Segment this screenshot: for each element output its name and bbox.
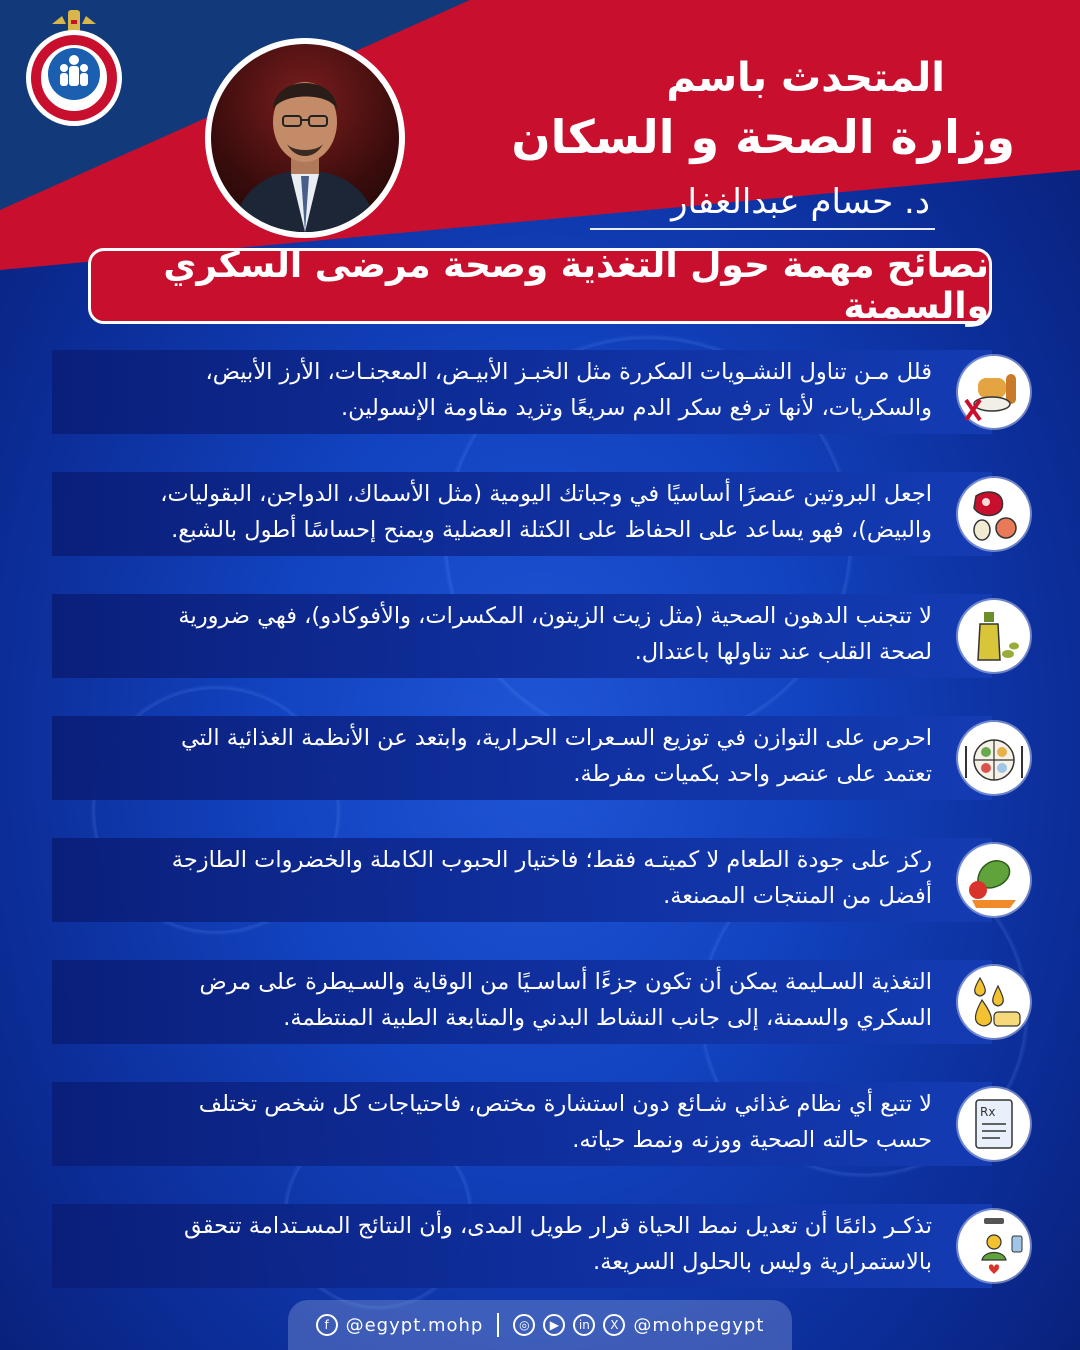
speaker-name: د. حسام عبدالغفار — [671, 182, 930, 222]
vegetables-icon — [958, 844, 1030, 916]
tip-text: ركز على جودة الطعام لا كميتـه فقط؛ فاختيار الحبوب الكاملة والخضروات الطازجة أفضل من المنتجات المصنعة. — [171, 847, 932, 909]
tip-row — [52, 1082, 992, 1166]
facebook-icon[interactable]: f — [316, 1314, 338, 1336]
tip-row — [52, 1204, 992, 1288]
speaker-portrait — [205, 38, 405, 238]
prescription-icon — [958, 1088, 1030, 1160]
social-handle[interactable]: @mohpegypt — [633, 1314, 765, 1336]
facebook-handle[interactable]: @egypt.mohp — [345, 1314, 484, 1336]
header-title-line2: وزارة الصحة و السكان — [511, 110, 1015, 164]
tip-row — [52, 716, 992, 800]
tip-text: قلل مـن تناول النشـويات المكررة مثل الخبـز الأبيـض، المعجنـات، الأرز الأبيض، والسكريات، لأنها ترفع سكر الدم سريعًا وتزيد مقاومة الإنسولين. — [205, 359, 932, 421]
speaker-photo — [211, 44, 399, 232]
instagram-icon[interactable]: ◎ — [513, 1314, 535, 1336]
tip-row — [52, 960, 992, 1044]
tip-text: لا تتبع أي نظام غذائي شـائع دون استشارة مختص، فاحتياجات كل شخص تختلف حسب حالته الصحية ووزنه ونمط حياته. — [198, 1091, 932, 1153]
social-footer — [288, 1300, 792, 1350]
balanced-plate-icon — [958, 722, 1030, 794]
youtube-icon[interactable]: ▶ — [543, 1314, 565, 1336]
topic-banner — [88, 245, 992, 327]
starches-crossed-icon — [958, 356, 1030, 428]
fat-drops-icon — [958, 966, 1030, 1038]
tip-text: احرص على التوازن في توزيع السـعرات الحرارية، وابتعد عن الأنظمة الغذائية التي تعتمد على عنصر واحد بكميات مفرطة. — [180, 725, 932, 787]
linkedin-icon[interactable]: in — [573, 1314, 595, 1336]
footer-separator — [497, 1313, 499, 1337]
protein-icon — [958, 478, 1030, 550]
banner-title: نصائح مهمة حول التغذية وصحة مرضى السكري والسمنة — [163, 245, 989, 327]
tip-row — [52, 594, 992, 678]
x-icon[interactable]: X — [603, 1314, 625, 1336]
healthy-lifestyle-icon — [958, 1210, 1030, 1282]
tip-row — [52, 350, 992, 434]
olive-oil-icon — [958, 600, 1030, 672]
name-underline — [590, 228, 935, 230]
tip-row — [52, 472, 992, 556]
tip-text: لا تتجنب الدهون الصحية (مثل زيت الزيتون، المكسرات، والأفوكادو)، فهي ضرورية لصحة القلب عند تناولها باعتدال. — [178, 603, 932, 665]
tip-text: التغذية السـليمة يمكن أن تكون جزءًا أساسـيًا من الوقاية والسـيطرة على مرض السكري والسمنة، إلى جانب النشاط البدني والمتابعة الطبية المنتظمة. — [199, 969, 932, 1031]
svg-text:Rx: Rx — [980, 1105, 996, 1119]
header-title-line1: المتحدث باسم — [666, 55, 945, 101]
tip-row — [52, 838, 992, 922]
tip-text: اجعل البروتين عنصرًا أساسيًا في وجباتك اليومية (مثل الأسماك، الدواجن، البقوليات، والبيض)، فهو يساعد على الحفاظ على الكتلة العضلية ويمنح إحساسًا أطول بالشبع. — [160, 481, 932, 543]
tip-text: تذكـر دائمًا أن تعديل نمط الحياة قرار طويل المدى، وأن النتائج المسـتدامة تتحقق بالاستمرارية وليس بالحلول السريعة. — [183, 1213, 932, 1275]
ministry-logo — [22, 10, 126, 130]
